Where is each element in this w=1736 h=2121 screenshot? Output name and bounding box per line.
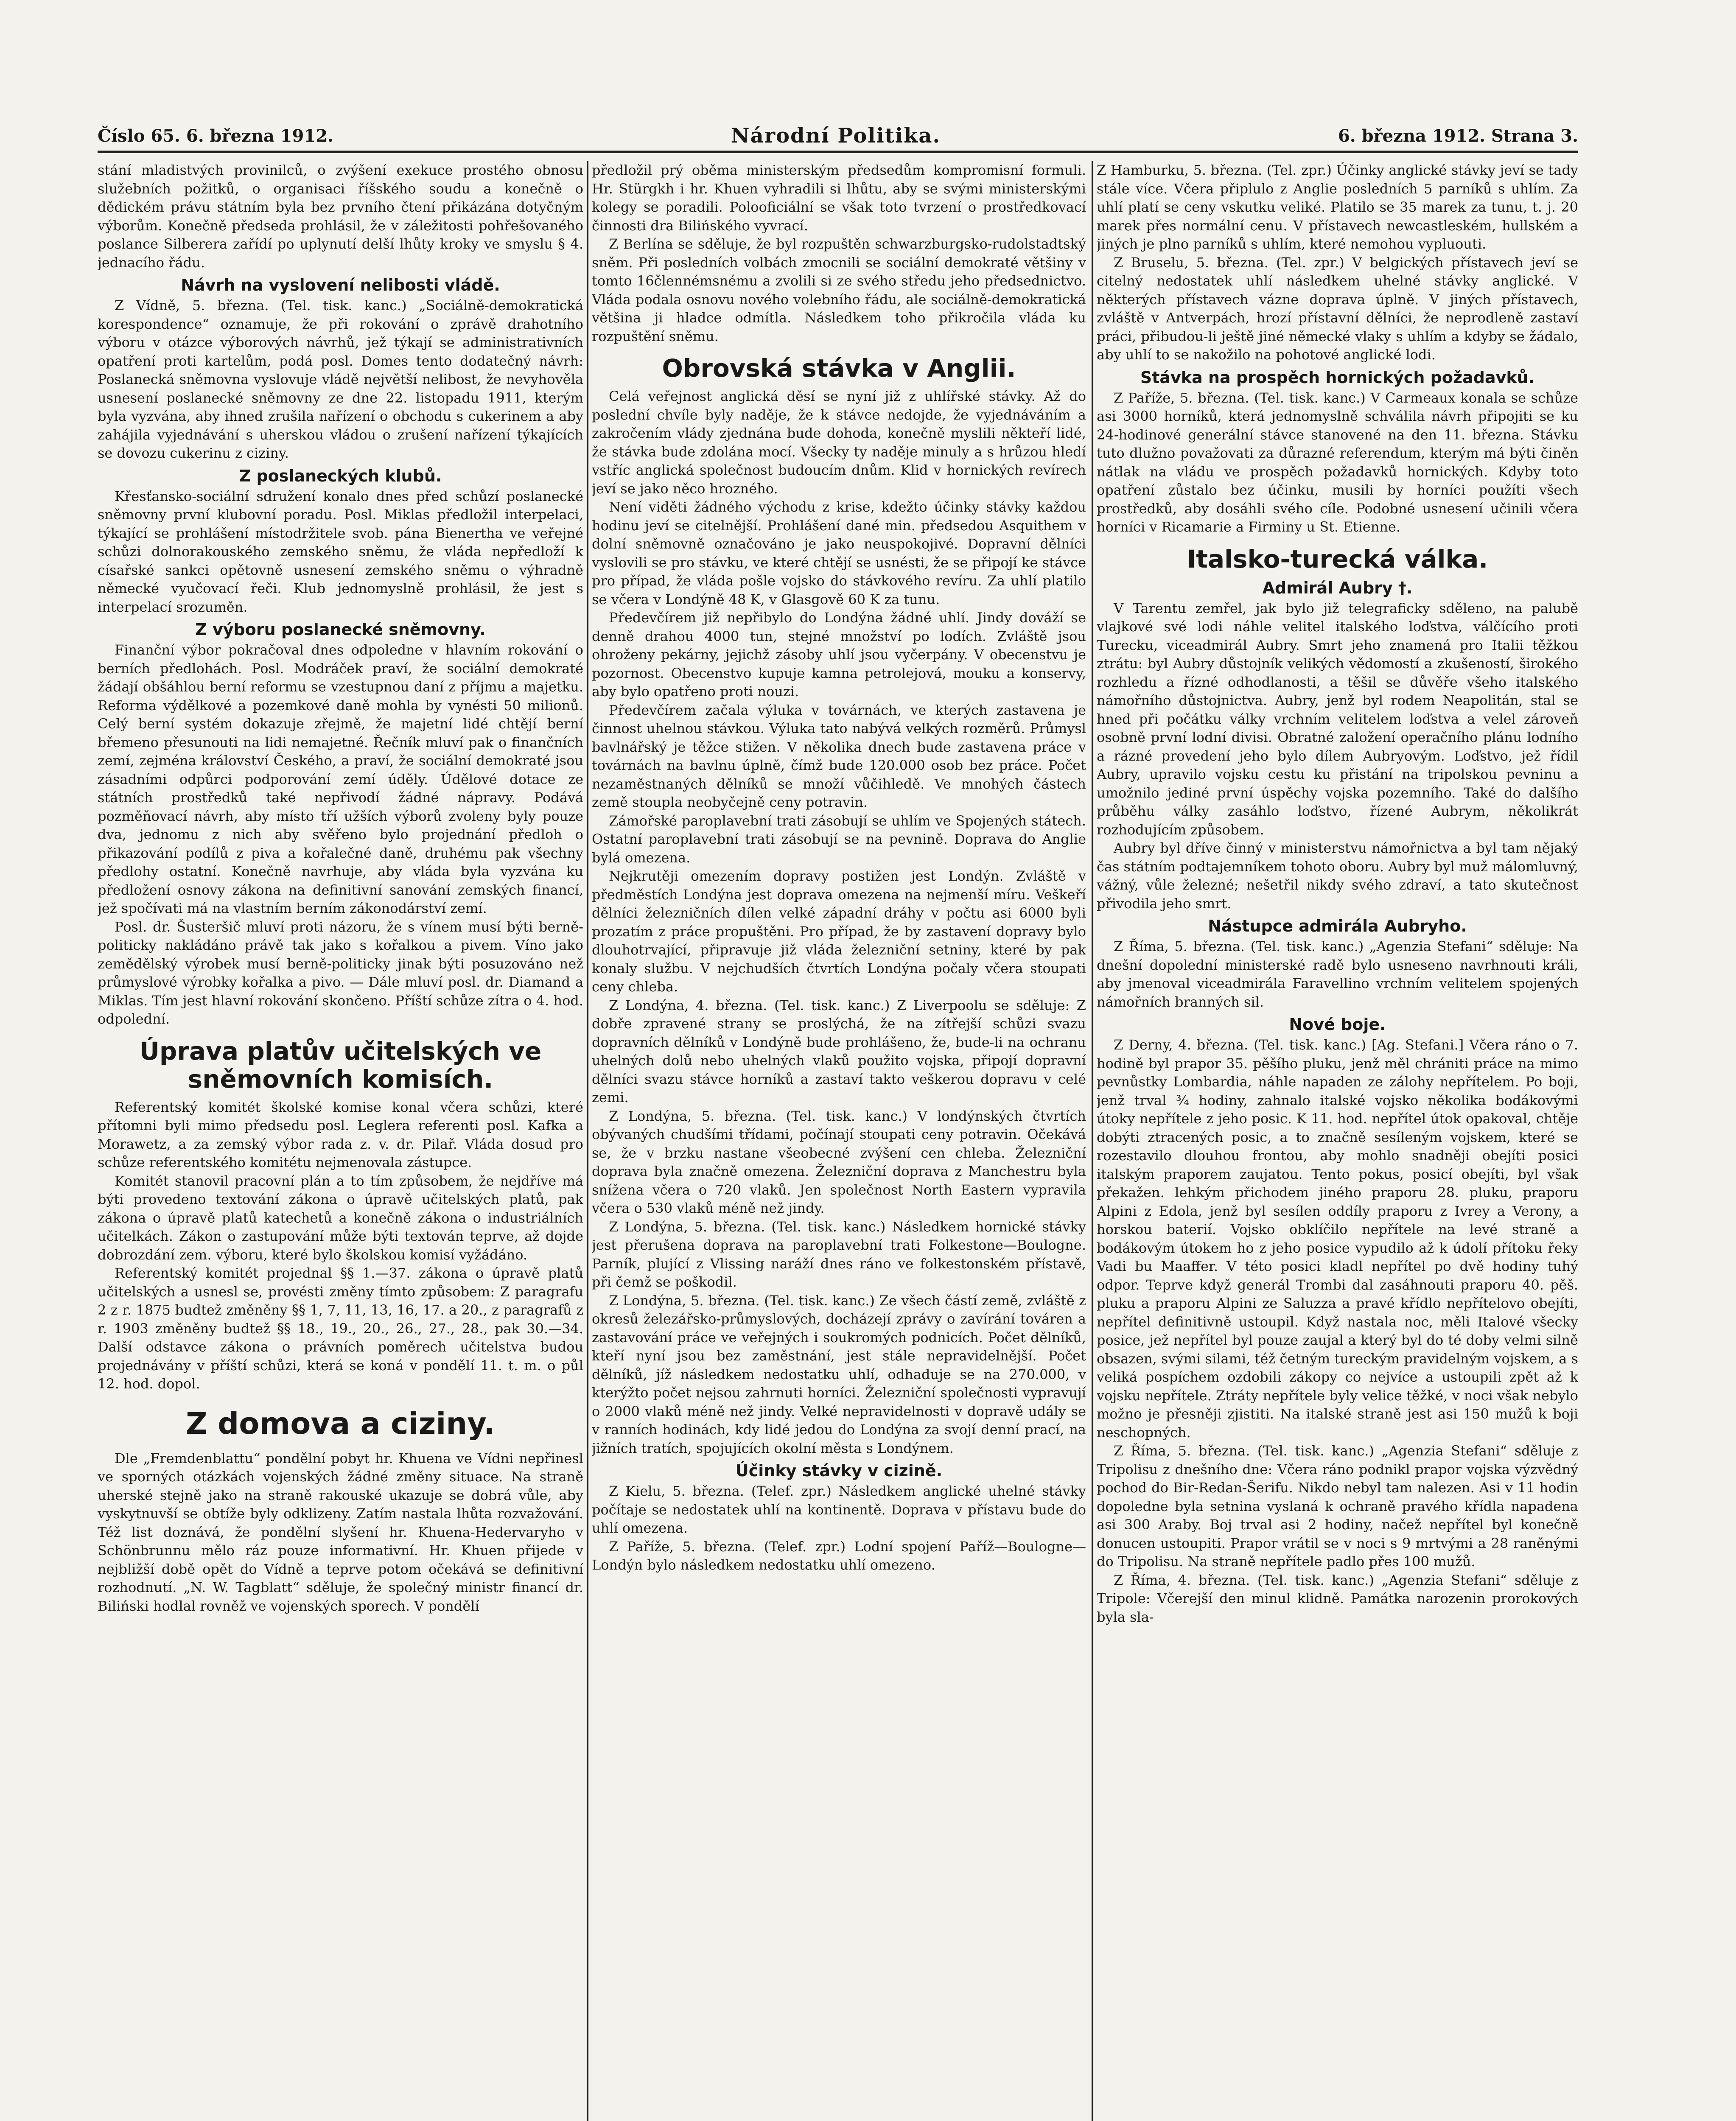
article-paragraph: Z Londýna, 5. března. (Tel. tisk. kanc.) Následkem hornické stávky jest přerušena doprava na paroplavební trati Folkestone—Boulogne. Parník, plující z Vlissing naráží dnes ráno ve folkestonském přístavě, při čemž se poškodil. xyxy=(592,1218,1086,1290)
article-paragraph: Z Berlína se sděluje, že byl rozpuštěn schwarzburgsko-rudolstadtský sněm. Při posledních volbách zmocnili se sociální demokraté většiny v tomto 16člennémsnému a zvolili si ze svého středu jeho předsednictvo. Vláda podala osnovu nového volebního řádu, ale sociálně-demokratická většina ji hladce odmítla. Následkem toho přikročila vláda ku rozpuštění sněmu. xyxy=(592,236,1086,344)
article-heading: Admirál Aubry †. xyxy=(1262,578,1413,597)
article-heading: Úprava platův učitelských ve sněmovních komisích. xyxy=(139,1036,542,1094)
article-paragraph: Z Říma, 5. března. (Tel. tisk. kanc.) „Agenzia Stefani“ sděluje z Tripolisu z dnešního dne: Včera ráno podnikl prapor vojska výzvědný pochod do Bir-Redan-Šerifu. Nikdo nebyl tam nalezen. Asi v 11 hodin dopoledne byla setnina vyslaná k ochraně pravého křídla napadena asi 300 Araby. Boj trval asi 2 hodiny, načež nepřítel byl konečně donucen ustoupiti. Prapor vrátil se v noci s 9 mrtvými a 28 raněnými do Tripolisu. Na straně nepřítele padlo přes 100 mužů. xyxy=(1097,1443,1578,1570)
article-paragraph: Referentský komitét projednal §§ 1.—37. zákona o úpravě platů učitelských a usnesl se, provésti změny tímto způsobem: Z paragrafu 2 z r. 1875 budtež změněny §§ 1, 7, 11, 13, 16, 17. a 20., z paragrafů z r. 1903 změněny budtež §§ 18., 19., 20., 26., 27., 28., pak 30.—34. Další odstavce zákona o právních poměrech učitelstva budou projednávány v příští schůzi, která se koná v pondělí 11. t. m. o půl 12. hod. dopol. xyxy=(98,1265,583,1392)
column-divider xyxy=(1092,161,1093,2121)
article-heading: Účinky stávky v cizině. xyxy=(735,1461,943,1480)
article-paragraph: Finanční výbor pokračoval dnes odpoledne v hlavním rokování o berních předlohách. Posl. Modráček praví, že sociální demokraté žádají obšáhlou berní reformu se vzestupnou daní z příjmu a majetku. Reforma výdělkové a pozemkové daně mohla by vynésti 50 milionů. Celý berní systém dokazuje zřejmě, že majetní lidé chtějí berní břemeno přesunouti na lidi nemajetné. Řečník mluví pak o finančních zemí, zejména království Českého, a praví, že sociální demokraté jsou zásadními odpůrci podporování zemí úděly. Údělové dotace ze státních prostředků také nepřivodí žádné nápravy. Podává pozměňovací návrh, aby místo tří užších výborů zvoleny byly pouze dva, jednomu z nich aby svěřeno bylo projednání předloh o přikazování podílů z piva a kořalečné daně, druhému pak všechny předlohy ostatní. Konečně navrhuje, aby vláda byla vyzvána ku předložení osnovy zákona na definitivní sanování zemských financí, jež spočívati má na vlastním berním zákonodárství zemí. xyxy=(98,642,583,916)
date-page-right: 6. března 1912. Strana 3. xyxy=(1338,126,1578,146)
article-heading: Nové boje. xyxy=(1289,1015,1386,1034)
article-paragraph: předložil prý oběma ministerským předsedům kompromisní formuli. Hr. Stürgkh i hr. Khuen vyhradili si lhůtu, aby se svými ministerskými kolegy se poradili. Polooficiální se však toto tvrzení o prostředkovací činnosti dra Bilińského vyvrací. xyxy=(592,162,1086,234)
article-heading: Z výboru poslanecké sněmovny. xyxy=(195,620,486,639)
article-heading: Návrh na vyslovení nelibosti vládě. xyxy=(181,276,500,294)
article-heading: Obrovská stávka v Anglii. xyxy=(662,354,1016,383)
masthead xyxy=(98,121,1578,153)
column-divider xyxy=(587,161,588,2121)
column-left xyxy=(98,161,583,2121)
article-paragraph: Posl. dr. Šusteršič mluví proti názoru, že s vínem musí býti berně-politicky nakládáno právě tak jako s kořalkou a pivem. Víno jako zemědělský výrobek musí berně-politicky jinak býti posuzováno než průmyslové výrobky kořalka a pivo. — Dále mluví posl. dr. Diamand a Miklas. Tím jest hlavní rokování skončeno. Příští schůze zítra o 4. hod. odpolední. xyxy=(98,918,583,1027)
article-paragraph: Křesťansko-sociální sdružení konalo dnes před schůzí poslanecké sněmovny první klubovní poradu. Posl. Miklas předložil interpelaci, týkající se prohlášení místodržitele svob. pána Bienertha ve veřejné schůzi dolnorakouského zemského sněmu, že vláda nepředloží k císařské sankci opětovně usnesení zemského sněmu o výhradně německé vyučovací řeči. Klub jednomyslně prohlásil, že jest s interpelací srozuměn. xyxy=(98,488,583,615)
article-paragraph: Dle „Fremdenblattu“ pondělní pobyt hr. Khuena ve Vídni nepřinesl ve sporných otázkách vojenských žádné změny situace. Na straně uherské stejně jako na straně rakouské ukazuje se dobrá vůle, aby vyskytnuvší se obtíže byly odklizeny. Zatím nastala lhůta rozvažování. Též list doznává, že pondělní slyšení hr. Khuena-Hedervaryho v Schönbrunnu mělo ráz pouze informativní. Hr. Khuen přijede v nejbližší době opět do Vídně a teprve potom očekává se definitivní rozhodnutí. „N. W. Tagblatt“ sděluje, že společný ministr financí dr. Biliński hodlal rovněž ve vojenských sporech. V pondělí xyxy=(98,1450,583,1614)
article-paragraph: Zámořské paroplavební trati zásobují se uhlím ve Spojených státech. Ostatní paroplavební trati zásobují se na pevnině. Doprava do Anglie bylá omezena. xyxy=(592,812,1086,866)
column-right xyxy=(1097,161,1578,2121)
article-paragraph: Z Paříže, 5. března. (Tel. tisk. kanc.) V Carmeaux konala se schůze asi 3000 horníků, která jednomyslně schválila návrh připojiti se ku 24-hodinové generální stávce stanovené na den 11. března. Stávku tuto dlužno považovati za důrazné referendum, kterým má býti činěn nátlak na vládu ve prospěch požadavků hornických. Kdyby toto opatření zůstalo bez účinku, musili by horníci použíti všech prostředků, aby dosáhli svého cíle. Podobné usnesení učinili včera horníci v Ricamarie a Firminy u St. Etienne. xyxy=(1097,389,1578,535)
section-heading: Z domova a ciziny. xyxy=(185,1406,496,1441)
article-paragraph: Referentský komitét školské komise konal včera schůzi, které přítomni byli mimo předsedu posl. Leglera referenti posl. Kafka a Morawetz, a za zemský výbor rada z. v. dr. Pilař. Vláda dosud pro schůze referentského komitétu nejmenovala zástupce. xyxy=(98,1099,583,1170)
article-paragraph: stání mladistvých provinilců, o zvýšení exekuce prostého obnosu služebních požitků, o organisaci říšského soudu a konečně o dědickém právu státním byla bez prvního čtení přikázána dotyčným výborům. Konečně předseda prohlásil, že v záležitosti pohřešovaného poslance Silberera zařídí po uplynutí delší lhůty kroky ve smyslu § 4. jednacího řádu. xyxy=(98,162,583,271)
article-heading: Stávka na prospěch hornických požadavků. xyxy=(1140,368,1535,387)
article-heading: Z poslaneckých klubů. xyxy=(239,466,442,485)
column-middle xyxy=(592,161,1086,2121)
article-paragraph: Celá veřejnost anglická děsí se nyní již z uhlířské stávky. Až do poslední chvíle byly naděje, že k stávce nedojde, že vyjednáváním a zakročením vlády zjednána bude dohoda, konečně myslili někteří lidé, že stávka bude zdolána mocí. Všecky ty naděje minuly a s hrůzou hledí vstříc anglická společnost budoucím dnům. Klid v hornických revírech jeví se jako něco hrozného. xyxy=(592,388,1086,497)
article-paragraph: Z Hamburku, 5. března. (Tel. zpr.) Účinky anglické stávky jeví se tady stále více. Včera připlulo z Anglie posledních 5 parníků s uhlím. Za uhlí platí se ceny vskutku veliké. Platilo se 35 marek za tunu, t. j. 20 marek přes normální cenu. V přístavech newcastleském, hullském a jiných je plno parníků s uhlím, které nemohou vypluouti. xyxy=(1097,162,1578,252)
article-paragraph: Z Bruselu, 5. března. (Tel. zpr.) V belgických přístavech jeví se citelný nedostatek uhlí následkem uhelné stávky anglické. V některých přístavech vázne doprava úplně. V jiných přístavech, zvláště v Antverpách, hrozí přístavní dělníci, že neprodleně zastaví práci, přibudou-li ještě jiné německé vlaky s uhlím a kdyby se žádalo, aby uhlí to se nakožilo na pohotové anglické lodi. xyxy=(1097,254,1578,363)
article-paragraph: Z Kielu, 5. března. (Telef. zpr.) Následkem anglické uhelné stávky počítaje se nedostatek uhlí na kontinentě. Doprava v přístavu bude do uhlí omezena. xyxy=(592,1483,1086,1536)
section-heading: Italsko-turecká válka. xyxy=(1187,544,1488,574)
article-paragraph: Předevčírem začala výluka v továrnách, ve kterých zastavena je činnost uhelnou stávkou. Výluka tato nabývá velkých rozměrů. Průmysl bavlnářský je těžce stižen. V několika dnech bude zastavena práce v továrnách na bavlnu úplně, čímž bude 120.000 osob bez práce. Počet nezaměstnaných dělníků se množí vůčihledě. Ve mnohých částech země stoupla neobyčejně ceny potravin. xyxy=(592,702,1086,810)
newspaper-title: Národní Politika. xyxy=(731,124,941,148)
article-paragraph: Z Říma, 4. března. (Tel. tisk. kanc.) „Agenzia Stefani“ sděluje z Tripole: Včerejší den minul klidně. Památka narozenin prorokových byla sla- xyxy=(1097,1572,1578,1625)
article-paragraph: Nejkrutěji omezením dopravy postižen jest Londýn. Zvláště v předměstích Londýna jest doprava omezena na nejmenší míru. Veškeří dělníci železničních dílen velké západní dráhy v počtu asi 6000 byli prozatím z práce propuštěni. Pro případ, že by zastavení dopravy bylo dlouhotrvající, připravuje již vláda železniční setniny, které by pak konaly službu. V nejchudších čtvrtích Londýna počaly včera stoupati ceny chleba. xyxy=(592,868,1086,995)
article-paragraph: Předevčírem již nepřibylo do Londýna žádné uhlí. Jindy dováží se denně drahou 4000 tun, stejné množství po lodích. Zvláště jsou ohroženy pekárny, jejichž zásoby uhlí jsou vyčerpány. V obecenstvu je pozornost. Obecenstvo kupuje kamna petrolejová, mouku a konservy, aby bylo opatřeno proti nouzi. xyxy=(592,610,1086,700)
article-paragraph: Z Paříže, 5. března. (Telef. zpr.) Lodní spojení Paříž—Boulogne—Londýn bylo následkem nedostatku uhlí omezeno. xyxy=(592,1538,1086,1573)
article-paragraph: Není viděti žádného východu z krise, kdežto účinky stávky každou hodinu jeví se citelnější. Prohlášení dané min. předsedou Asquithem v dolní sněmovně označováno je jako neuspokojivé. Dopravní dělníci vyslovili se pro stávku, ve které chtějí se usnésti, že se připojí ke stávce pro případ, že vláda pošle vojsko do stávkového revíru. Za uhlí platilo se včera v Londýně 48 K, v Glasgově 60 K za tunu. xyxy=(592,499,1086,607)
article-paragraph: V Tarentu zemřel, jak bylo již telegraficky sděleno, na palubě vlajkové své lodi náhle velitel italského loďstva, válčícího proti Turecku, viceadmirál Aubry. Smrt jeho znamená pro Italii těžkou ztrátu: byl Aubry důstojník velikých vědomostí a zkušeností, širokého rozhledu a řízné odhodlanosti, a těšil se důvěře všeho italského námořního důstojnictva. Aubry, jenž byl rodem Neapolitán, stal se hned při počátku války vrchním velitelem loďstva a velel zároveň osobně první lodní divisi. Obratné založení operačního plánu lodního a rázné provedení jeho bylo dílem Aubryovým. Loďstvo, jež řídil Aubry, upravilo vojsku cestu ku přistání na tripolskou pevninu a umožnilo jediné první úspěchy vojska pozemního. Také do dalšího průběhu války zasáhlo loďstvo, řízené Aubrym, několikrát rozhodujícím způsobem. xyxy=(1097,600,1578,838)
article-paragraph: Z Londýna, 5. března. (Tel. tisk. kanc.) V londýnských čtvrtích obývaných chudšími třídami, počínají stoupati ceny potravin. Očekává se, že v brzku nastane všeobecné zvýšení cen chleba. Železniční doprava byla značně omezena. Železniční doprava z Manchestru byla snížena včera o 720 vlaků. Jen společnost North Eastern vypravila včera o 530 vlaků méně než jindy. xyxy=(592,1108,1086,1216)
article-paragraph: Z Londýna, 5. března. (Tel. tisk. kanc.) Ze všech částí země, zvláště z okresů železářsko-průmyslových, docházejí zprávy o zavírání továren a zastavování práce ve veřejných i soukromých podnicích. Počet dělníků, kteří nyní jsou bez zaměstnání, jest stále nepravidelnější. Počet dělníků, jíž následkem nedostatku uhlí, odhaduje se na 270.000, v kterýžto počet nejsou zahrnuti horníci. Železniční společnosti vypravují o 2000 vlaků méně než jindy. Velké nepravidelnosti v dopravě udály se v ranních hodinách, kdy lidé jedou do Londýna za svojí denní prací, na jižních tratích, spojujících okolní města s Londýnem. xyxy=(592,1292,1086,1456)
article-paragraph: Aubry byl dříve činný v ministerstvu námořnictva a byl tam nějaký čas státním podtajemníkem tohoto oboru. Aubry byl muž málomluvný, vážný, vůle železné; nešetřil nikdy svého zdraví, a tato skutečnost přivodila jeho smrt. xyxy=(1097,840,1578,912)
article-paragraph: Z Derny, 4. března. (Tel. tisk. kanc.) [Ag. Stefani.] Včera ráno o 7. hodině byl prapor 35. pěšího pluku, jenž měl chrániti práce na mimo pevnůstky Lombardia, náhle napaden ze zálohy nepřítelem. Po boji, jenž trval ¾ hodiny, zahnalo italské vojsko několika bodákovými útoky nepřítele z jeho posic. K 11. hod. nepřítel útok opakoval, chtěje dobýti ztracených posic, a to značně sesíleným vojskem, které se rozestavilo dlouhou frontou, aby mohlo snadněji obejíti posici italským praporem zaujatou. Tento pokus, posicí obejíti, byl však překažen. lehkým přichodem jiného praporu 28. pluku, praporu Alpini z Edola, jenž byl sesílen oddíly praporu z Ivrey a Verony, a horskou baterií. Vojsko obklíčilo nepřítele na levé straně a bodákovým útokem ho z jeho posice vypudilo až k údolí přítoku řeky Vadi bu Maaffer. V této posici kladl nepřítel po dvě hodiny tuhý odpor. Teprve když generál Trombi dal zasáhnouti praporu 40. pěš. pluku a praporu Alpini ze Saluzza a pravé křídlo nepřítelovo obejíti, nepřítel definitivně ustoupil. Když nastala noc, měli Italové všecky posice, jež nepřítel byl pouze zaujal a který byl do té doby velmi silně obsazen, svými silami, též četným tureckým pravidelným vojskem, a s veliká pospíchem ozdobili zákopy co nejvíce a ustoupili zpět až k vojsku nepřítele. Ztráty nepřítele byly velice těžké, v noci však nebylo možno je přesněji zjistiti. Na italské straně jest asi 150 mužů k boji neschopných. xyxy=(1097,1037,1578,1441)
issue-date-left: Číslo 65. 6. března 1912. xyxy=(98,126,333,146)
article-paragraph: Z Vídně, 5. března. (Tel. tisk. kanc.) „Sociálně-demokratická korespondence“ oznamuje, že při rokování o zprávě drahotního výboru v otázce výborových návrhů, jež týkají se administrativních opatření proti kartelům, podá posl. Domes tento dodatečný návrh: Poslanecká sněmovna vyslovuje vládě největší nelibost, že nevyhověla usnesení poslanecké sněmovny ze dne 22. listopadu 1911, kterým byla vyzvána, aby ihned zrušila nařízení o obchodu s cukerinem a aby zahájila vyjednávání s uherskou vládou o zrušení nařízení týkajících se dovozu cukerinu z ciziny. xyxy=(98,297,583,461)
article-paragraph: Z Londýna, 4. března. (Tel. tisk. kanc.) Z Liverpoolu se sděluje: Z dobře zpravené strany se proslýchá, že na zítřejší schůzi svazu dopravních dělníků v Londýně bude prohlášeno, že, bude-li na ochranu uhelných dolů nebo uhelných vlaků použito vojska, připojí dopravní dělníci svazu stávce horníků a zastaví takto veškerou dopravu v celé zemi. xyxy=(592,997,1086,1105)
article-heading: Nástupce admirála Aubryho. xyxy=(1208,917,1467,935)
article-paragraph: Komitét stanovil pracovní plán a to tím způsobem, že nejdříve má býti provedeno textování zákona o úpravě učitelských platů, pak zákona o úpravě platů katechetů a konečně zákona o industriálních učitelkách. Zákon o zastupování může býti textován teprve, až dojde dobrozdání zem. výboru, které bylo školskou komisí vyžádáno. xyxy=(98,1172,583,1263)
article-paragraph: Z Říma, 5. března. (Tel. tisk. kanc.) „Agenzia Stefani“ sděluje: Na dnešní dopolední ministerské radě bylo usneseno navrhnouti králi, aby jmenoval viceadmirála Faravellino vrchním velitelem spojených námořních branných sil. xyxy=(1097,938,1578,1010)
